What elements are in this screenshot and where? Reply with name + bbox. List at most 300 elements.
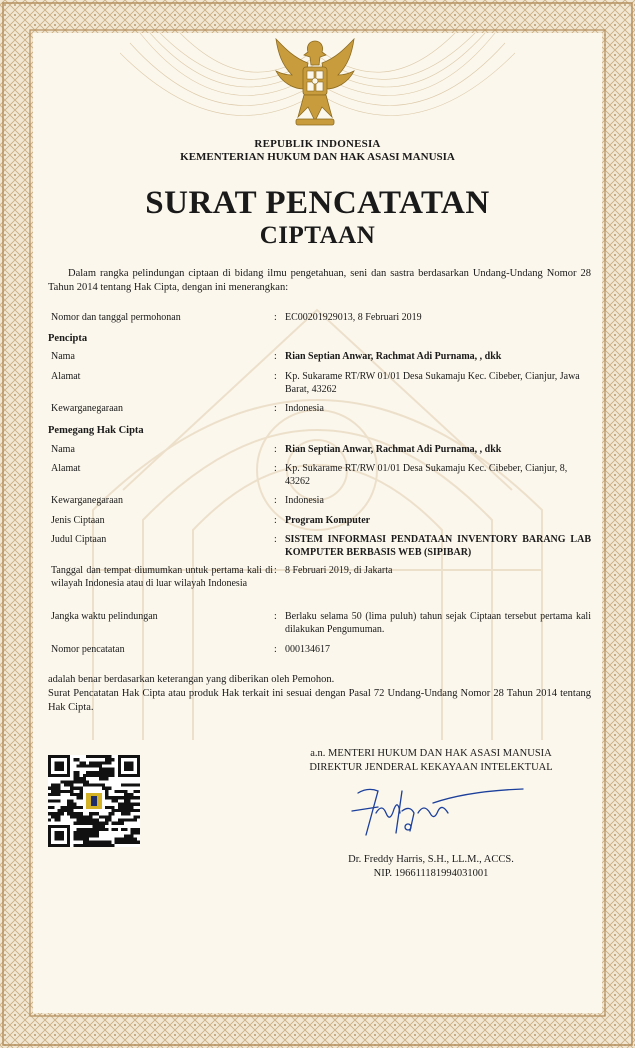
qr-module (115, 799, 118, 802)
qr-module (70, 793, 73, 796)
qr-module (124, 799, 127, 802)
qr-module (89, 818, 92, 821)
qr-module (124, 796, 127, 799)
qr-module (86, 828, 89, 831)
qr-module (105, 828, 108, 831)
qr-module (99, 765, 102, 768)
qr-module (86, 784, 89, 787)
qr-module (83, 834, 86, 837)
qr-module (96, 812, 99, 815)
qr-module (134, 841, 137, 844)
qr-module (73, 771, 76, 774)
qr-module (121, 790, 124, 793)
qr-module (118, 803, 121, 806)
qr-module (70, 812, 73, 815)
qr-module (99, 841, 102, 844)
qr-module (92, 784, 95, 787)
qr-module (89, 834, 92, 837)
qr-module (124, 812, 127, 815)
qr-module (96, 844, 99, 847)
qr-module (89, 841, 92, 844)
qr-module (86, 771, 89, 774)
qr-module (70, 809, 73, 812)
qr-module (115, 837, 118, 840)
qr-module (115, 828, 118, 831)
certificate-title: SURAT PENCATATAN (145, 185, 490, 221)
qr-module (48, 787, 51, 790)
qr-module (73, 793, 76, 796)
qr-module (73, 787, 76, 790)
qr-module (137, 803, 140, 806)
qr-module (54, 799, 57, 802)
qr-module (51, 790, 54, 793)
qr-module (80, 790, 83, 793)
qr-module (127, 793, 130, 796)
qr-module (105, 755, 108, 758)
qr-module (111, 822, 114, 825)
qr-module (89, 822, 92, 825)
qr-module (51, 793, 54, 796)
qr-module (58, 793, 61, 796)
colon: : (274, 312, 277, 323)
qr-module (80, 834, 83, 837)
qr-module (77, 828, 80, 831)
qr-module (105, 774, 108, 777)
qr-module (61, 806, 64, 809)
qr-module (111, 774, 114, 777)
qr-module (102, 828, 105, 831)
qr-module (73, 831, 76, 834)
label-kewarganegaraan: Kewarganegaraan (51, 495, 123, 506)
garuda-emblem (272, 35, 358, 130)
qr-module (54, 818, 57, 821)
value-application: EC00201929013, 8 Februari 2019 (285, 312, 422, 323)
qr-module (121, 837, 124, 840)
qr-module (130, 818, 133, 821)
qr-module (51, 812, 54, 815)
qr-module (58, 809, 61, 812)
qr-module (89, 761, 92, 764)
qr-module (108, 774, 111, 777)
value-pemegang-alamat: Kp. Sukarame RT/RW 01/01 Desa Sukamaju Kec. Cibeber, Cianjur, 8, 43262 (285, 463, 568, 487)
qr-module (96, 834, 99, 837)
qr-module (105, 777, 108, 780)
qr-module (102, 815, 105, 818)
qr-module (80, 822, 83, 825)
qr-module (77, 831, 80, 834)
qr-module (54, 793, 57, 796)
qr-module (67, 780, 70, 783)
qr-module (130, 831, 133, 834)
qr-module (115, 809, 118, 812)
qr-module (115, 790, 118, 793)
qr-module (80, 777, 83, 780)
qr-module (96, 828, 99, 831)
qr-module (67, 803, 70, 806)
closing-paragraph (48, 673, 591, 715)
qr-module (73, 806, 76, 809)
qr-module (77, 771, 80, 774)
qr-module (73, 812, 76, 815)
qr-module (51, 799, 54, 802)
colon: : (274, 565, 277, 576)
qr-module (99, 844, 102, 847)
qr-module (130, 837, 133, 840)
qr-module (80, 796, 83, 799)
qr-module (96, 822, 99, 825)
qr-module (92, 818, 95, 821)
qr-module (92, 822, 95, 825)
qr-module (102, 787, 105, 790)
qr-module (80, 787, 83, 790)
qr-module (127, 818, 130, 821)
qr-module (105, 771, 108, 774)
qr-module (134, 831, 137, 834)
label-jangka: Jangka waktu pelindungan (51, 611, 158, 622)
qr-module (48, 812, 51, 815)
qr-module (86, 780, 89, 783)
qr-module (83, 815, 86, 818)
qr-module (127, 799, 130, 802)
qr-module (92, 831, 95, 834)
qr-module (130, 828, 133, 831)
qr-module (89, 755, 92, 758)
qr-module (111, 758, 114, 761)
qr-module (130, 803, 133, 806)
qr-module (124, 806, 127, 809)
qr-module (96, 771, 99, 774)
qr-module (102, 844, 105, 847)
qr-module (99, 774, 102, 777)
qr-module (73, 834, 76, 837)
qr-module (134, 837, 137, 840)
qr-module (134, 790, 137, 793)
qr-module (83, 841, 86, 844)
qr-module (124, 803, 127, 806)
qr-module (77, 787, 80, 790)
qr-module (80, 831, 83, 834)
qr-module (58, 784, 61, 787)
qr-module (58, 818, 61, 821)
colon: : (274, 403, 277, 414)
colon: : (274, 495, 277, 506)
qr-module (86, 755, 89, 758)
qr-module (99, 815, 102, 818)
qr-module (130, 806, 133, 809)
qr-module (121, 818, 124, 821)
colon: : (274, 611, 277, 622)
qr-module (127, 841, 130, 844)
closing-line-2: Surat Pencatatan Hak Cipta atau produk Hak terkait ini sesuai dengan Pasal 72 Undang-Undang Nomor 28 Tahun 2014 tentang Hak Cipta. (48, 688, 591, 713)
qr-module (121, 809, 124, 812)
qr-module (108, 841, 111, 844)
qr-module (134, 828, 137, 831)
qr-module (92, 771, 95, 774)
qr-module (80, 828, 83, 831)
qr-module (124, 784, 127, 787)
qr-module (108, 755, 111, 758)
qr-module (70, 790, 73, 793)
qr-module (54, 815, 57, 818)
certificate-subtitle: CIPTAAN (259, 222, 376, 249)
qr-module (99, 777, 102, 780)
qr-module (54, 784, 57, 787)
qr-module (108, 761, 111, 764)
qr-module (105, 796, 108, 799)
qr-module (92, 765, 95, 768)
qr-module (96, 825, 99, 828)
qr-module (77, 777, 80, 780)
qr-module (89, 765, 92, 768)
qr-module (127, 834, 130, 837)
value-pencipta-alamat: Kp. Sukarame RT/RW 01/01 Desa Sukamaju Kec. Cibeber, Cianjur, Jawa Barat, 43262 (285, 371, 580, 395)
colon: : (274, 444, 277, 455)
qr-module (99, 771, 102, 774)
qr-module (96, 774, 99, 777)
qr-module (70, 787, 73, 790)
qr-module (67, 806, 70, 809)
colon: : (274, 644, 277, 655)
qr-module (111, 828, 114, 831)
qr-module (77, 793, 80, 796)
qr-module (70, 815, 73, 818)
qr-module (73, 837, 76, 840)
value-pencipta-nama: Rian Septian Anwar, Rachmat Adi Purnama, , dkk (285, 351, 502, 362)
qr-module (80, 780, 83, 783)
qr-module (83, 777, 86, 780)
qr-module (111, 796, 114, 799)
qr-module (86, 818, 89, 821)
qr-module (83, 765, 86, 768)
qr-module (92, 828, 95, 831)
qr-module (134, 815, 137, 818)
value-pemegang-nama: Rian Septian Anwar, Rachmat Adi Purnama, , dkk (285, 444, 502, 455)
qr-module (127, 809, 130, 812)
qr-module (127, 784, 130, 787)
qr-module (77, 818, 80, 821)
qr-module (108, 771, 111, 774)
qr-module (73, 780, 76, 783)
qr-module (105, 761, 108, 764)
qr-module (80, 765, 83, 768)
qr-module (118, 809, 121, 812)
qr-module (137, 828, 140, 831)
qr-module (77, 758, 80, 761)
value-diumumkan: 8 Februari 2019, di Jakarta (285, 565, 393, 576)
qr-module (102, 774, 105, 777)
qr-module (67, 799, 70, 802)
qr-module (105, 841, 108, 844)
signatory-title (296, 747, 566, 775)
qr-module (108, 818, 111, 821)
qr-module (134, 803, 137, 806)
signatory-line-1: a.n. MENTERI HUKUM DAN HAK ASASI MANUSIA (310, 748, 552, 759)
qr-module (124, 818, 127, 821)
qr-module (127, 837, 130, 840)
qr-module (58, 815, 61, 818)
qr-module (111, 844, 114, 847)
qr-module (92, 812, 95, 815)
qr-module (121, 806, 124, 809)
qr-module (102, 822, 105, 825)
qr-module (121, 784, 124, 787)
qr-module (118, 806, 121, 809)
header-republik: REPUBLIK INDONESIA (254, 138, 381, 150)
qr-module (58, 790, 61, 793)
qr-module (134, 784, 137, 787)
qr-module (137, 790, 140, 793)
qr-module (105, 793, 108, 796)
qr-module (80, 812, 83, 815)
signatory-line-2: DIREKTUR JENDERAL KEKAYAAN INTELEKTUAL (309, 762, 553, 773)
qr-module (96, 831, 99, 834)
qr-module (99, 784, 102, 787)
label-nama: Nama (51, 444, 75, 455)
qr-module (99, 755, 102, 758)
qr-module (83, 831, 86, 834)
qr-module (67, 812, 70, 815)
qr-module (99, 768, 102, 771)
value-nomor: 000134617 (285, 644, 330, 655)
qr-module (83, 761, 86, 764)
qr-module (111, 768, 114, 771)
label-application: Nomor dan tanggal permohonan (51, 312, 181, 323)
qr-module (83, 780, 86, 783)
colon: : (274, 534, 277, 545)
qr-module (124, 793, 127, 796)
qr-module (102, 825, 105, 828)
qr-module (70, 806, 73, 809)
qr-module (86, 834, 89, 837)
qr-module (70, 799, 73, 802)
qr-module (48, 799, 51, 802)
qr-module (70, 784, 73, 787)
qr-module (67, 790, 70, 793)
qr-module (92, 825, 95, 828)
colon: : (274, 515, 277, 526)
qr-module (80, 761, 83, 764)
qr-module (105, 787, 108, 790)
qr-module (83, 837, 86, 840)
handwritten-signature (338, 783, 528, 839)
label-alamat: Alamat (51, 463, 81, 474)
signer-nip: NIP. 196611181994031001 (373, 868, 489, 879)
qr-module (118, 796, 121, 799)
qr-module (51, 806, 54, 809)
qr-module (108, 815, 111, 818)
qr-module (111, 812, 114, 815)
qr-module (61, 812, 64, 815)
qr-module (61, 780, 64, 783)
qr-module (80, 818, 83, 821)
qr-module (86, 837, 89, 840)
qr-module (92, 841, 95, 844)
signer-info (296, 853, 566, 881)
qr-module (121, 828, 124, 831)
colon: : (274, 371, 277, 382)
qr-module (108, 844, 111, 847)
qr-module (99, 825, 102, 828)
qr-module (130, 809, 133, 812)
qr-code (48, 755, 140, 847)
qr-module (108, 787, 111, 790)
qr-module (102, 771, 105, 774)
qr-module (137, 784, 140, 787)
colon: : (274, 463, 277, 474)
qr-module (73, 822, 76, 825)
label-jenis: Jenis Ciptaan (51, 515, 105, 526)
qr-module (134, 809, 137, 812)
qr-module (130, 834, 133, 837)
qr-module (130, 841, 133, 844)
qr-module (67, 784, 70, 787)
qr-module (124, 837, 127, 840)
qr-module (77, 796, 80, 799)
qr-module (115, 796, 118, 799)
qr-module (89, 812, 92, 815)
qr-module (89, 828, 92, 831)
qr-module (86, 822, 89, 825)
qr-module (61, 790, 64, 793)
qr-module (96, 841, 99, 844)
qr-module (54, 812, 57, 815)
qr-module (80, 837, 83, 840)
qr-module (48, 818, 51, 821)
qr-module (108, 806, 111, 809)
qr-module (83, 844, 86, 847)
qr-module (86, 765, 89, 768)
qr-module (134, 818, 137, 821)
qr-module (77, 822, 80, 825)
qr-module (83, 774, 86, 777)
qr-module (108, 758, 111, 761)
qr-module (89, 815, 92, 818)
qr-module (105, 758, 108, 761)
qr-module (105, 806, 108, 809)
header-ministry: KEMENTERIAN HUKUM DAN HAK ASASI MANUSIA (180, 151, 455, 163)
qr-module (92, 844, 95, 847)
qr-module (48, 806, 51, 809)
qr-module (64, 790, 67, 793)
qr-module (73, 815, 76, 818)
qr-module (86, 831, 89, 834)
qr-module (102, 777, 105, 780)
qr-module (105, 790, 108, 793)
qr-module (89, 831, 92, 834)
qr-module (105, 844, 108, 847)
qr-module (92, 834, 95, 837)
qr-module (64, 809, 67, 812)
qr-module (73, 758, 76, 761)
qr-module (124, 809, 127, 812)
value-judul: SISTEM INFORMASI PENDATAAN INVENTORY BARANG LAB KOMPUTER BERBASIS WEB (SIPIBAR) (285, 534, 591, 558)
qr-module (115, 841, 118, 844)
qr-module (86, 844, 89, 847)
value-jenis: Program Komputer (285, 515, 371, 526)
qr-module (96, 755, 99, 758)
qr-module (102, 761, 105, 764)
qr-module (111, 806, 114, 809)
qr-module (118, 818, 121, 821)
qr-module (111, 771, 114, 774)
qr-module (96, 761, 99, 764)
qr-module (127, 812, 130, 815)
qr-module (86, 841, 89, 844)
qr-module (134, 796, 137, 799)
qr-module (111, 799, 114, 802)
qr-module (99, 822, 102, 825)
qr-module (99, 828, 102, 831)
